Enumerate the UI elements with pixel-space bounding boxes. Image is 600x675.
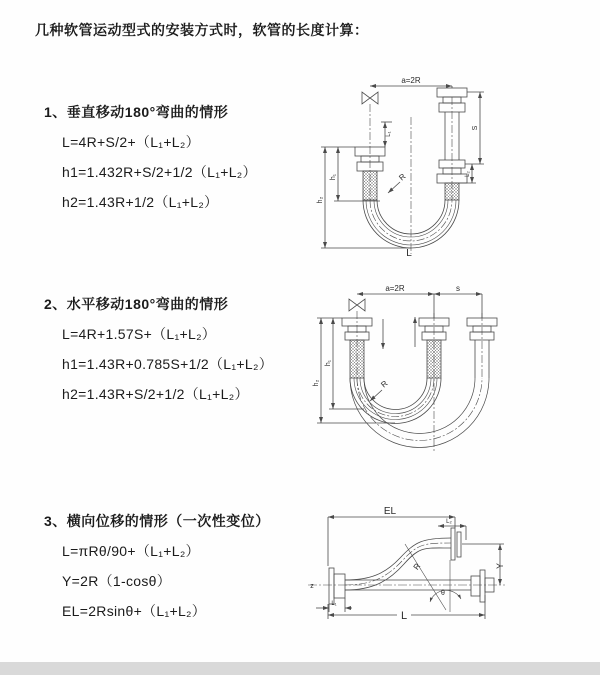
diagram-vertical-180-bend: [312, 72, 592, 257]
dim-h2-label: h₂: [313, 379, 320, 387]
formula-l: L=4R+1.57S+（L₁+L₂）: [62, 326, 217, 342]
bottom-strip: [0, 662, 600, 675]
dim-l1-label: L₁: [331, 601, 337, 607]
section-1-heading: 1、垂直移动180°弯曲的情形: [44, 104, 229, 120]
diagram-lateral-displacement: [300, 500, 600, 655]
formula-h1: h1=1.43R+0.785S+1/2（L₁+L₂）: [62, 356, 273, 372]
page-title: 几种软管运动型式的安装方式时，软管的长度计算：: [35, 22, 369, 38]
length-label: L: [400, 610, 408, 622]
radius-label: R: [379, 378, 390, 390]
section-lateral-displacement: [44, 511, 324, 621]
dim-l1-label: L₁: [386, 131, 392, 137]
section-2-heading: 2、水平移动180°弯曲的情形: [44, 296, 229, 312]
dim-a2r-label: a=2R: [385, 284, 405, 293]
section-3-heading: 3、横向位移的情形（一次性变位）: [44, 513, 270, 529]
section-horizontal-180: [44, 294, 324, 404]
dim-s-label: s: [456, 284, 460, 293]
formula-el: EL=2Rsinθ+（L₁+L₂）: [62, 603, 207, 619]
formula-h1: h1=1.432R+S/2+1/2（L₁+L₂）: [62, 164, 257, 180]
length-label: L: [406, 248, 412, 257]
theta-label: θ: [441, 590, 445, 597]
section-vertical-180: [44, 102, 324, 212]
dim-s-label: S: [472, 125, 479, 131]
dim-l2-label: L₂: [446, 519, 452, 525]
formula-l: L=4R+S/2+（L₁+L₂）: [62, 134, 200, 150]
radius-label: R: [397, 171, 408, 183]
radius-label: R: [411, 561, 423, 572]
valve-icon: [349, 299, 365, 311]
formula-h2: h2=1.43R+1/2（L₁+L₂）: [62, 194, 219, 210]
diagram-horizontal-180-bend: [308, 283, 598, 458]
dim-a2r-label: a=2R: [401, 76, 421, 85]
valve-icon: [362, 92, 378, 104]
dim-el-label: EL: [383, 506, 397, 517]
formula-l: L=πRθ/90+（L₁+L₂）: [62, 543, 200, 559]
dim-h2-label: h₂: [317, 196, 324, 204]
dim-h1-label: h₁: [330, 173, 337, 181]
dim-h1-label: h₁: [325, 359, 332, 367]
dim-l2-label: L₂: [465, 171, 471, 177]
dim-y-label: Y: [495, 562, 505, 570]
formula-y: Y=2R（1-cosθ）: [62, 573, 172, 589]
formula-h2: h2=1.43R+S/2+1/2（L₁+L₂）: [62, 386, 249, 402]
centerline-break-symbol: z: [310, 583, 314, 590]
